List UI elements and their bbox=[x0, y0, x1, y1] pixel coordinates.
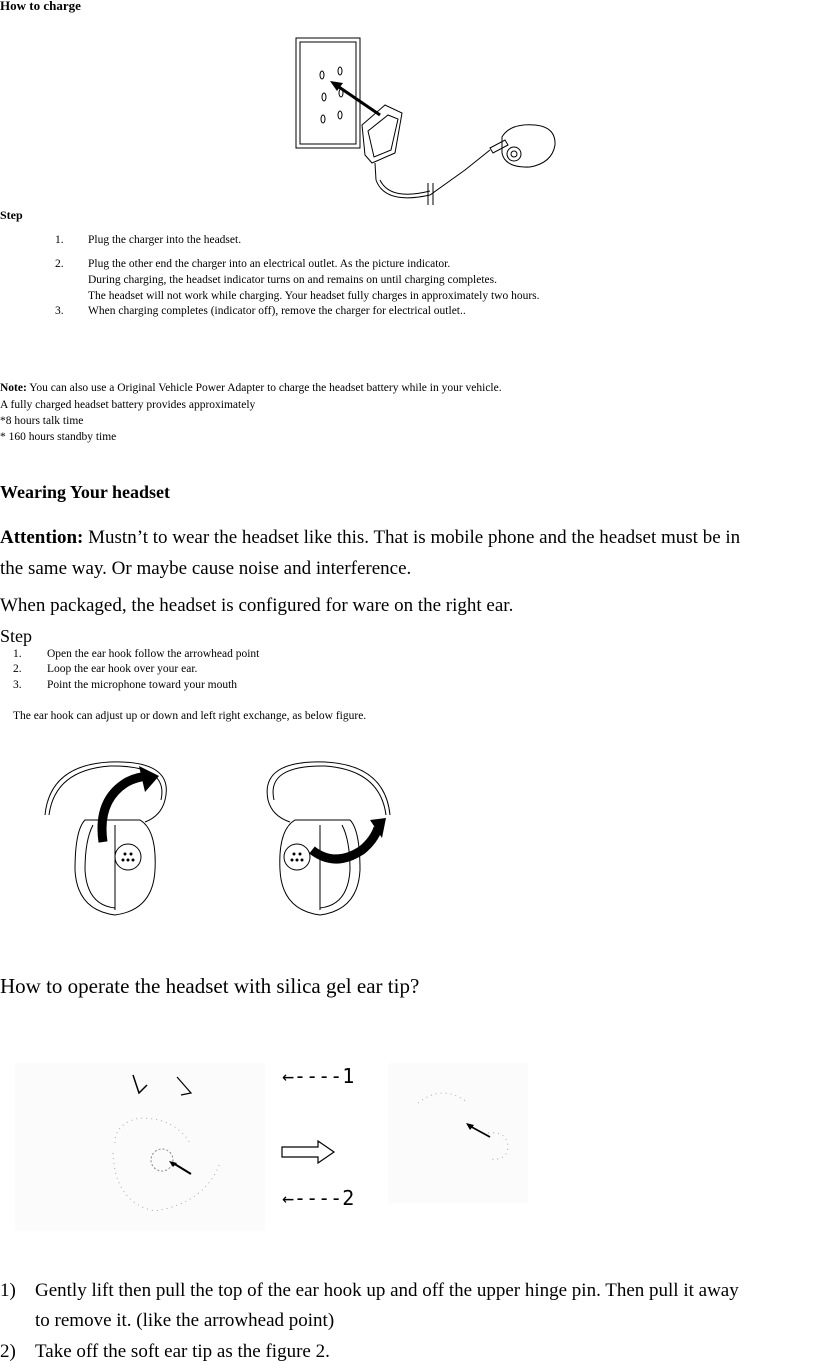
operate-item-num: 2) bbox=[0, 1341, 16, 1362]
ear-tip-sketch-1 bbox=[15, 1063, 265, 1231]
charge-step-num: 2. bbox=[55, 258, 64, 270]
wearing-step-text: Point the microphone toward your mouth bbox=[47, 679, 238, 691]
charge-step-text: During charging, the headset indicator turns on and remains on until charging completes. bbox=[88, 274, 498, 286]
wearing-step-num: 2. bbox=[13, 663, 22, 675]
charge-title: How to charge bbox=[0, 0, 81, 13]
charge-note bbox=[0, 382, 502, 394]
charge-step-text: The headset will not work while charging. Your headset fully charges in approximately two hours. bbox=[88, 290, 540, 302]
charge-step-text: Plug the other end the charger into an electrical outlet. As the picture indicator. bbox=[88, 258, 451, 270]
wearing-step-num: 1. bbox=[13, 648, 22, 660]
headset-left-illustration bbox=[35, 760, 185, 920]
attention-line-2: the same way. Or maybe cause noise and interference. bbox=[0, 558, 412, 579]
label-1: ←----1 bbox=[282, 1064, 355, 1088]
note-label: Note: bbox=[0, 382, 27, 394]
charge-step-text: Plug the charger into the headset. bbox=[88, 234, 242, 246]
headset-right-illustration bbox=[250, 760, 400, 920]
operate-item-num: 1) bbox=[0, 1280, 16, 1301]
note-line: *8 hours talk time bbox=[0, 415, 84, 427]
wearing-step-text: Open the ear hook follow the arrowhead point bbox=[47, 648, 260, 660]
charge-step-heading: Step bbox=[0, 208, 23, 222]
wearing-step-heading: Step bbox=[0, 626, 33, 646]
operate-title: How to operate the headset with silica gel ear tip? bbox=[0, 974, 420, 998]
wearing-step-num: 3. bbox=[13, 679, 22, 691]
charge-step-text: When charging completes (indicator off), remove the charger for electrical outlet.. bbox=[88, 305, 466, 317]
attention-text: Mustn’t to wear the headset like this. That is mobile phone and the headset must be in bbox=[83, 527, 741, 548]
ear-tip-sketch-2 bbox=[388, 1063, 528, 1203]
note-text: You can also use a Original Vehicle Power Adapter to charge the headset battery while in your vehicle. bbox=[26, 382, 502, 394]
adjust-note: The ear hook can adjust up or down and left right exchange, as below figure. bbox=[13, 710, 367, 722]
operate-item-text: Gently lift then pull the top of the ear hook up and off the upper hinge pin. Then pull it away bbox=[35, 1280, 739, 1301]
attention-label: Attention: bbox=[0, 527, 84, 548]
charge-step-num: 1. bbox=[55, 234, 64, 246]
operate-item-text: to remove it. (like the arrowhead point) bbox=[35, 1310, 335, 1331]
operate-item-text: Take off the soft ear tip as the figure 2. bbox=[35, 1341, 330, 1362]
charge-step-num: 3. bbox=[55, 305, 64, 317]
wearing-step-text: Loop the ear hook over your ear. bbox=[47, 663, 198, 675]
note-line: A fully charged headset battery provides approximately bbox=[0, 399, 256, 411]
label-2: ←----2 bbox=[282, 1186, 355, 1210]
packaged-text: When packaged, the headset is configured for ware on the right ear. bbox=[0, 595, 514, 616]
attention-line bbox=[0, 527, 740, 549]
note-line: * 160 hours standby time bbox=[0, 431, 117, 443]
right-arrow-icon bbox=[280, 1138, 336, 1166]
charger-illustration bbox=[290, 35, 565, 210]
wearing-title: Wearing Your headset bbox=[0, 482, 171, 502]
